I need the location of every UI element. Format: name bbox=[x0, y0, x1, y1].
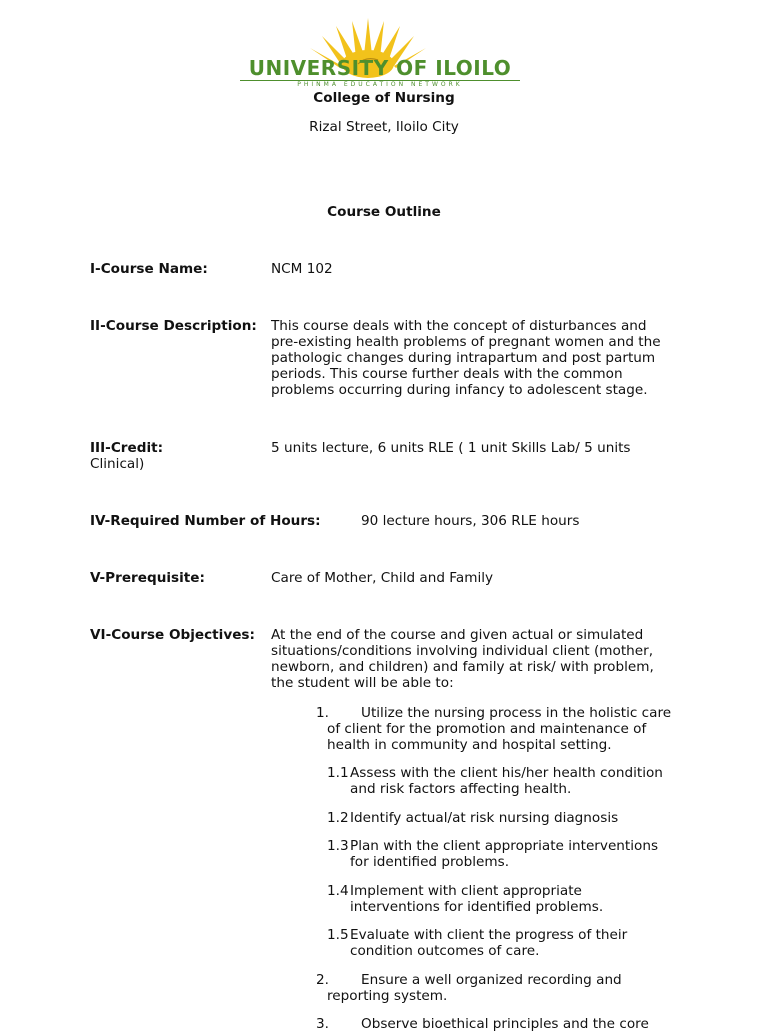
sub-objective-number: 1.1 bbox=[327, 765, 349, 781]
sub-objective-line: Evaluate with client the progress of their bbox=[350, 927, 628, 943]
logo-subtext: PHINMA EDUCATION NETWORK bbox=[297, 81, 463, 88]
document-title: Course Outline bbox=[327, 204, 441, 220]
sub-objective-number: 1.3 bbox=[327, 838, 349, 854]
hours-label: IV-Required Number of Hours: bbox=[90, 513, 321, 529]
prerequisite-value: Care of Mother, Child and Family bbox=[271, 570, 494, 586]
hours-value: 90 lecture hours, 306 RLE hours bbox=[361, 513, 580, 529]
objective-line: health in community and hospital setting. bbox=[327, 737, 612, 753]
objectives-intro-line: situations/conditions involving individual client (mother, bbox=[271, 643, 654, 659]
sub-objective-number: 1.4 bbox=[327, 883, 349, 899]
sub-objective-line: for identified problems. bbox=[350, 854, 510, 870]
description-line: pre-existing health problems of pregnant women and the bbox=[271, 334, 661, 350]
objectives-label: VI-Course Objectives: bbox=[90, 627, 255, 643]
objective-line: Observe bioethical principles and the core bbox=[361, 1016, 649, 1032]
objectives-intro-line: the student will be able to: bbox=[271, 675, 454, 691]
objective-number: 3. bbox=[316, 1016, 329, 1032]
logo-wordmark: UNIVERSITY OF ILOILO bbox=[248, 56, 512, 80]
college-address: Rizal Street, Iloilo City bbox=[309, 119, 459, 135]
description-line: This course deals with the concept of disturbances and bbox=[271, 318, 647, 334]
sub-objective-line: Assess with the client his/her health condition bbox=[350, 765, 663, 781]
university-logo bbox=[238, 18, 522, 92]
sub-objective-line: and risk factors affecting health. bbox=[350, 781, 572, 797]
sub-objective-line: interventions for identified problems. bbox=[350, 899, 604, 915]
sub-objective-number: 1.2 bbox=[327, 810, 349, 826]
description-line: problems occurring during infancy to adolescent stage. bbox=[271, 382, 648, 398]
sub-objective-line: Implement with client appropriate bbox=[350, 883, 582, 899]
credit-label: III-Credit: bbox=[90, 440, 164, 456]
sub-objective-line: Plan with the client appropriate interventions bbox=[350, 838, 659, 854]
objective-line: of client for the promotion and maintenance of bbox=[327, 721, 647, 737]
credit-value-continued: Clinical) bbox=[90, 456, 145, 472]
objective-line: reporting system. bbox=[327, 988, 448, 1004]
college-name: College of Nursing bbox=[313, 90, 455, 106]
objectives-intro bbox=[271, 627, 654, 691]
sub-objective-number: 1.5 bbox=[327, 927, 349, 943]
course-name-label: I-Course Name: bbox=[90, 261, 208, 277]
description-line: pathologic changes during intrapartum and post partum bbox=[271, 350, 656, 366]
description-line: periods. This course further deals with the common bbox=[271, 366, 623, 382]
objectives-intro-line: newborn, and children) and family at risk/ with problem, bbox=[271, 659, 654, 675]
course-description-text bbox=[271, 318, 661, 398]
objective-line: Ensure a well organized recording and bbox=[361, 972, 622, 988]
course-name-value: NCM 102 bbox=[271, 261, 333, 277]
objective-number: 1. bbox=[316, 705, 329, 721]
objective-line: Utilize the nursing process in the holistic care bbox=[361, 705, 672, 721]
credit-value: 5 units lecture, 6 units RLE ( 1 unit Skills Lab/ 5 units bbox=[271, 440, 631, 456]
sub-objective-line: Identify actual/at risk nursing diagnosis bbox=[350, 810, 619, 826]
sub-objective-line: condition outcomes of care. bbox=[350, 943, 540, 959]
objective-number: 2. bbox=[316, 972, 329, 988]
prerequisite-label: V-Prerequisite: bbox=[90, 570, 205, 586]
course-description-label: II-Course Description: bbox=[90, 318, 257, 334]
objectives-intro-line: At the end of the course and given actual or simulated bbox=[271, 627, 644, 643]
